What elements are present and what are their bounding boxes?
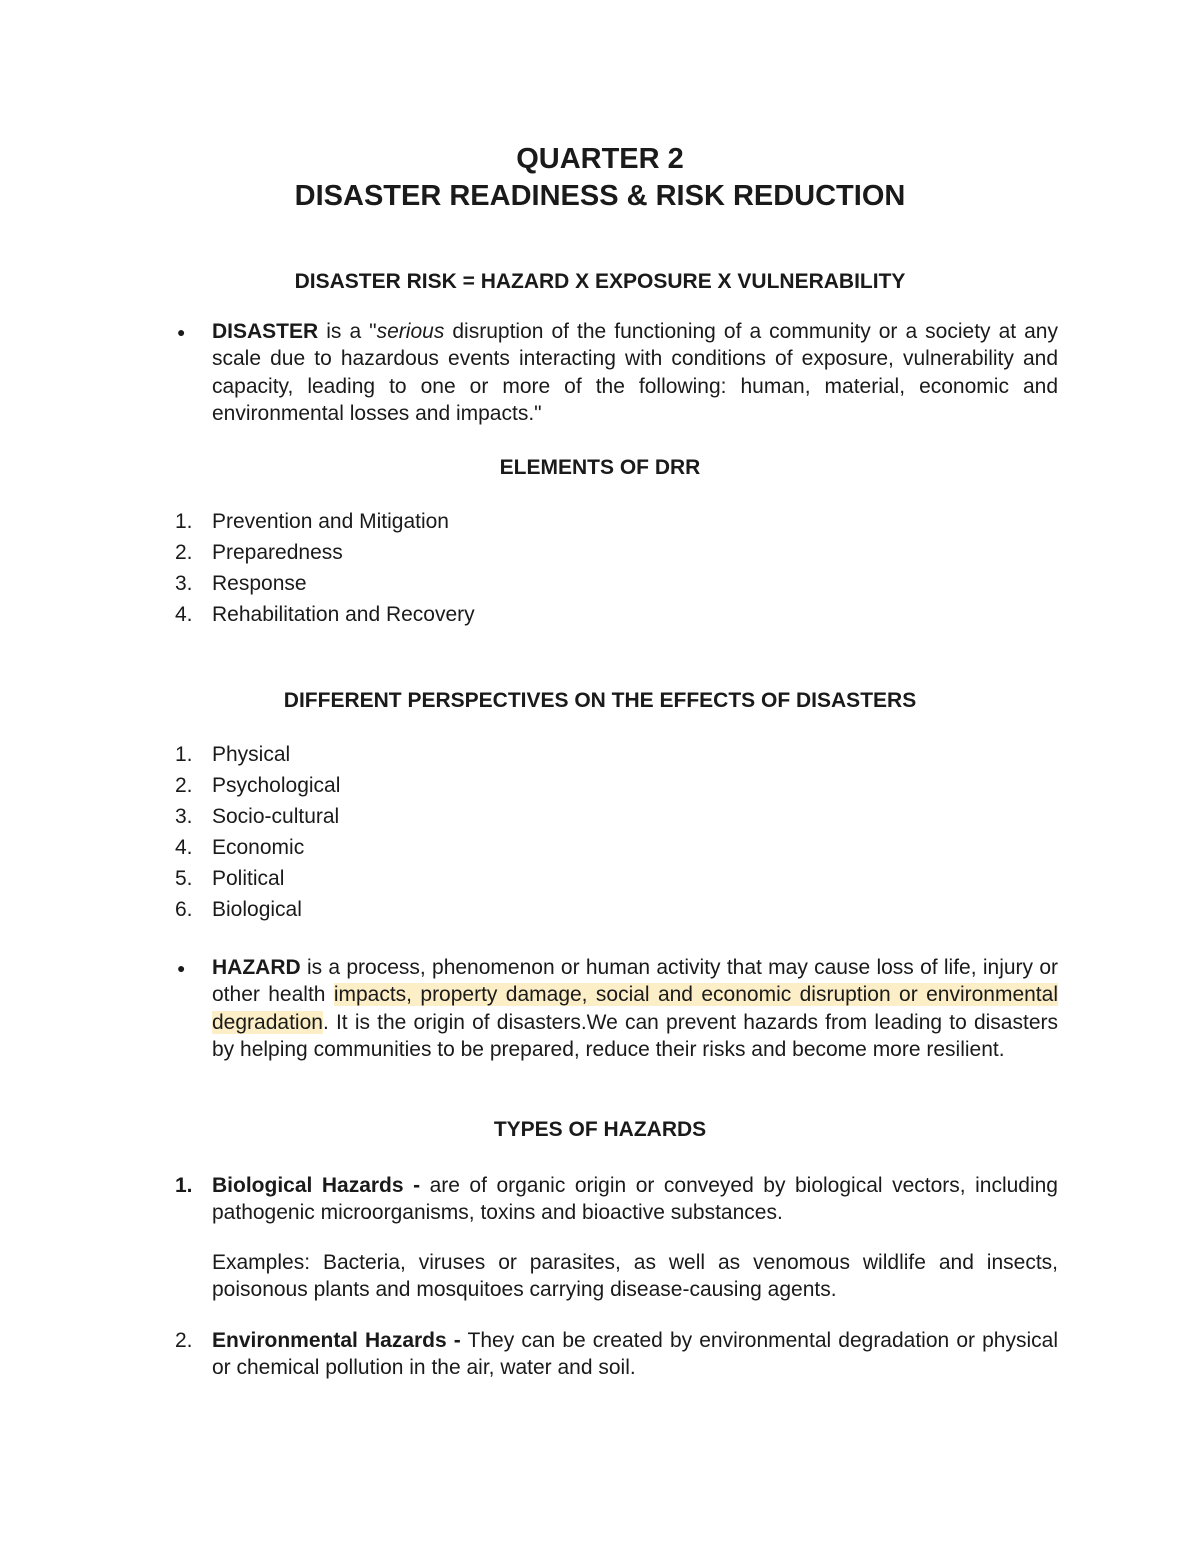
type-item-text: They can be created by environmental degradation or physical or chemical pollution in the air, water and soil. xyxy=(212,1329,1058,1380)
list-item-label: Political xyxy=(212,867,285,890)
list-item xyxy=(0,894,1200,925)
hazard-term: HAZARD xyxy=(212,956,301,979)
disaster-def-text-2: disruption of the functioning of a community or a society at any scale due to hazardous events interacting with conditions of exposure, vulnerability and capacity, leading to one or more of the following: human, material, economic and environmental losses and impacts." xyxy=(212,320,1058,425)
list-item-label: Economic xyxy=(212,836,305,859)
hazard-def-text-2: . It is the origin of disasters.We can prevent hazards from leading to disasters by helping communities to be prepared, reduce their risks and become more resilient. xyxy=(212,1010,1058,1061)
list-item-number: 6. xyxy=(175,898,193,921)
hazard-definition xyxy=(212,954,1058,1063)
bullet-icon: ● xyxy=(177,324,186,340)
type-item-examples: Examples: Bacteria, viruses or parasites, as well as venomous wildlife and insects, poisonous plants and mosquitoes carrying disease-causing agents. xyxy=(212,1251,1058,1302)
list-item-number: 3. xyxy=(175,805,193,828)
list-item xyxy=(0,801,1200,832)
elements-list xyxy=(0,506,1200,630)
list-item xyxy=(0,863,1200,894)
list-item-label: Physical xyxy=(212,743,291,766)
disaster-definition xyxy=(212,318,1058,427)
list-item xyxy=(0,537,1200,568)
list-item-number: 1. xyxy=(175,743,193,766)
list-item xyxy=(0,506,1200,537)
disaster-def-italic: serious xyxy=(376,320,445,343)
list-item-label: Psychological xyxy=(212,774,341,797)
perspectives-list xyxy=(0,739,1200,925)
disaster-term: DISASTER xyxy=(212,320,319,343)
type-item-biological xyxy=(212,1172,1058,1227)
list-item xyxy=(0,739,1200,770)
type-item-text: are of organic origin or conveyed by biological vectors, including pathogenic microorganisms, toxins and bioactive substances. xyxy=(212,1174,1058,1225)
list-item-number: 4. xyxy=(175,603,193,626)
list-item-label: Prevention and Mitigation xyxy=(212,510,449,533)
type-item-term: Biological Hazards - xyxy=(212,1174,421,1197)
disaster-risk-formula: DISASTER RISK = HAZARD X EXPOSURE X VULNERABILITY xyxy=(294,270,906,293)
bullet-icon: ● xyxy=(177,960,186,976)
type-item-number: 1. xyxy=(175,1174,193,1197)
list-item-label: Biological xyxy=(212,898,302,921)
type-item-environmental xyxy=(212,1327,1058,1382)
list-item xyxy=(0,599,1200,630)
list-item xyxy=(0,568,1200,599)
perspectives-heading: DIFFERENT PERSPECTIVES ON THE EFFECTS OF DISASTERS xyxy=(283,689,917,712)
list-item-number: 3. xyxy=(175,572,193,595)
hazard-def-highlight: impacts, property damage, social and economic disruption or environmental degradation xyxy=(212,983,1058,1034)
elements-heading: ELEMENTS OF DRR xyxy=(499,456,701,479)
types-heading: TYPES OF HAZARDS xyxy=(493,1118,707,1141)
document-title-line2: DISASTER READINESS & RISK REDUCTION xyxy=(294,180,906,212)
document-title-line1: QUARTER 2 xyxy=(516,143,684,175)
list-item-number: 1. xyxy=(175,510,193,533)
hazard-def-text-1: is a process, phenomenon or human activity that may cause loss of life, injury or other health xyxy=(212,956,1058,1007)
list-item-number: 2. xyxy=(175,774,193,797)
list-item-number: 2. xyxy=(175,541,193,564)
list-item-label: Preparedness xyxy=(212,541,343,564)
list-item-number: 5. xyxy=(175,867,193,890)
list-item-label: Socio-cultural xyxy=(212,805,340,828)
list-item-number: 4. xyxy=(175,836,193,859)
type-item-term: Environmental Hazards - xyxy=(212,1329,461,1352)
list-item xyxy=(0,770,1200,801)
disaster-def-text-1: is a " xyxy=(318,320,377,343)
list-item-label: Rehabilitation and Recovery xyxy=(212,603,475,626)
type-item-number: 2. xyxy=(175,1329,193,1352)
list-item xyxy=(0,832,1200,863)
list-item-label: Response xyxy=(212,572,307,595)
